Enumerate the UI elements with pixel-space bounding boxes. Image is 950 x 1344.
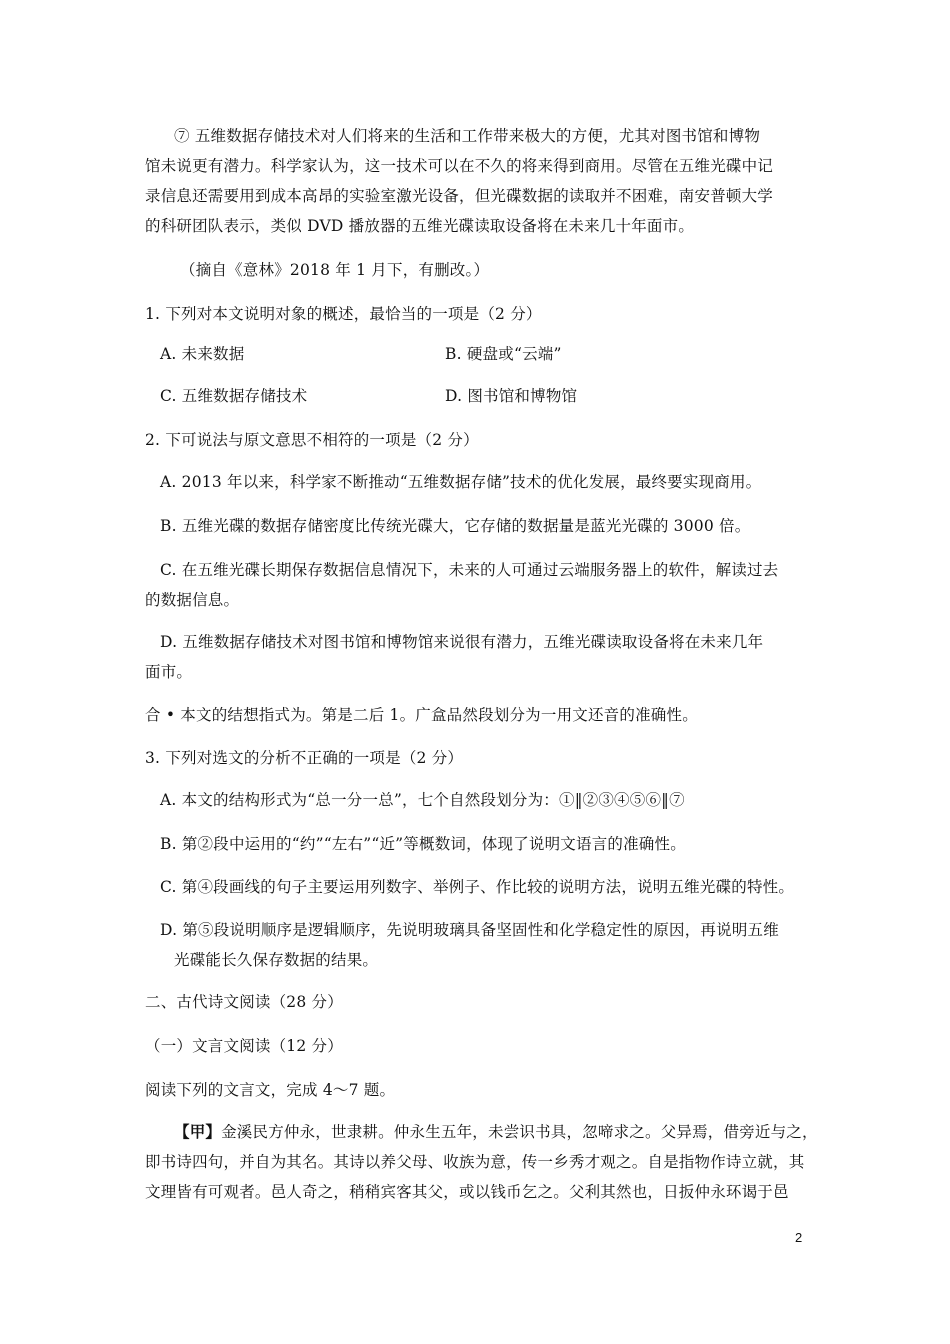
question-3-stem: 3. 下列对选文的分析不正确的一项是（2 分） [145,749,464,767]
question-3-option-b: B. 第②段中运用的“约”“左右”“近”等概数词，体现了说明文语言的准确性。 [160,835,686,853]
classical-text-line-1 [174,1122,818,1142]
classical-text-line-3: 文理皆有可观者。邑人奇之，稍稍宾客其父，或以钱币乞之。父利其然也，日扳仲永环谒于邑 [145,1183,789,1201]
question-3-option-c: C. 第④段画线的句子主要运用列数字、举例子、作比较的说明方法，说明五维光碟的特性。 [160,878,795,896]
question-1-option-d: D. 图书馆和博物馆 [445,387,578,405]
question-1-option-b: B. 硬盘或“云端” [445,345,562,363]
question-3-option-a: A. 本文的结构形式为“总一分一总”，七个自然段划分为：①‖②③④⑤⑥‖⑦ [160,791,685,809]
question-2-option-c-line-2: 的数据信息。 [145,591,240,609]
classical-text-line-1-body: 金溪民方仲永，世隶耕。仲永生五年，未尝识书具，忽啼求之。父异焉，借旁近与之， [221,1123,818,1141]
classical-text-line-2: 即书诗四句，并自为其名。其诗以养父母、收族为意，传一乡秀才观之。自是指物作诗立就，其 [145,1153,805,1171]
question-2-option-d-line-1: D. 五维数据存储技术对图书馆和博物馆来说很有潜力，五维光碟读取设备将在未来几年 [160,633,764,651]
question-2-option-c-line-1: C. 在五维光碟长期保存数据信息情况下，未来的人可通过云端服务器上的软件，解读过去 [160,561,779,579]
passage-label: 【甲】 [174,1122,222,1141]
source-citation: （摘自《意林》2018 年 1 月下，有删改。） [180,261,490,279]
section-2-heading: 二、古代诗文阅读（28 分） [145,993,343,1011]
reading-instruction: 阅读下列的文言文，完成 4～7 题。 [145,1081,396,1099]
paragraph-7-line-3: 录信息还需要用到成本高昂的实验室激光设备，但光碟数据的读取并不困难，南安普顿大学 [145,187,774,205]
question-2-stem: 2. 下可说法与原文意思不相符的一项是（2 分） [145,431,479,449]
question-3-option-d-line-1: D. 第⑤段说明顺序是逻辑顺序，先说明玻璃具备坚固性和化学稳定性的原因，再说明五维 [160,921,779,939]
question-2-option-d-line-2: 面市。 [145,663,193,681]
paragraph-7-line-1: ⑦ 五维数据存储技术对人们将来的生活和工作带来极大的方便，尤其对图书馆和博物 [174,127,761,145]
subsection-1-heading: （一）文言文阅读（12 分） [145,1037,343,1055]
paragraph-7-line-4: 的科研团队表示，类似 DVD 播放器的五维光碟读取设备将在未来几十年面市。 [145,217,695,235]
stray-text-line: 合 • 本文的结想指式为。第是二后 1。广盒品然段划分为一用文还音的准确性。 [145,706,698,724]
question-2-option-b: B. 五维光碟的数据存储密度比传统光碟大，它存储的数据量是蓝光光碟的 3000 倍。 [160,517,751,535]
question-1-option-a: A. 未来数据 [160,345,245,363]
paragraph-7-line-2: 馆未说更有潜力。科学家认为，这一技术可以在不久的将来得到商用。尽管在五维光碟中记 [145,157,774,175]
question-1-option-c: C. 五维数据存储技术 [160,387,308,405]
question-3-option-d-line-2: 光碟能长久保存数据的结果。 [174,951,379,969]
question-1-stem: 1. 下列对本文说明对象的概述，最恰当的一项是（2 分） [145,305,542,323]
question-2-option-a: A. 2013 年以来，科学家不断推动“五维数据存储”技术的优化发展，最终要实现商用。 [160,473,762,491]
page-number: 2 [795,1230,803,1245]
